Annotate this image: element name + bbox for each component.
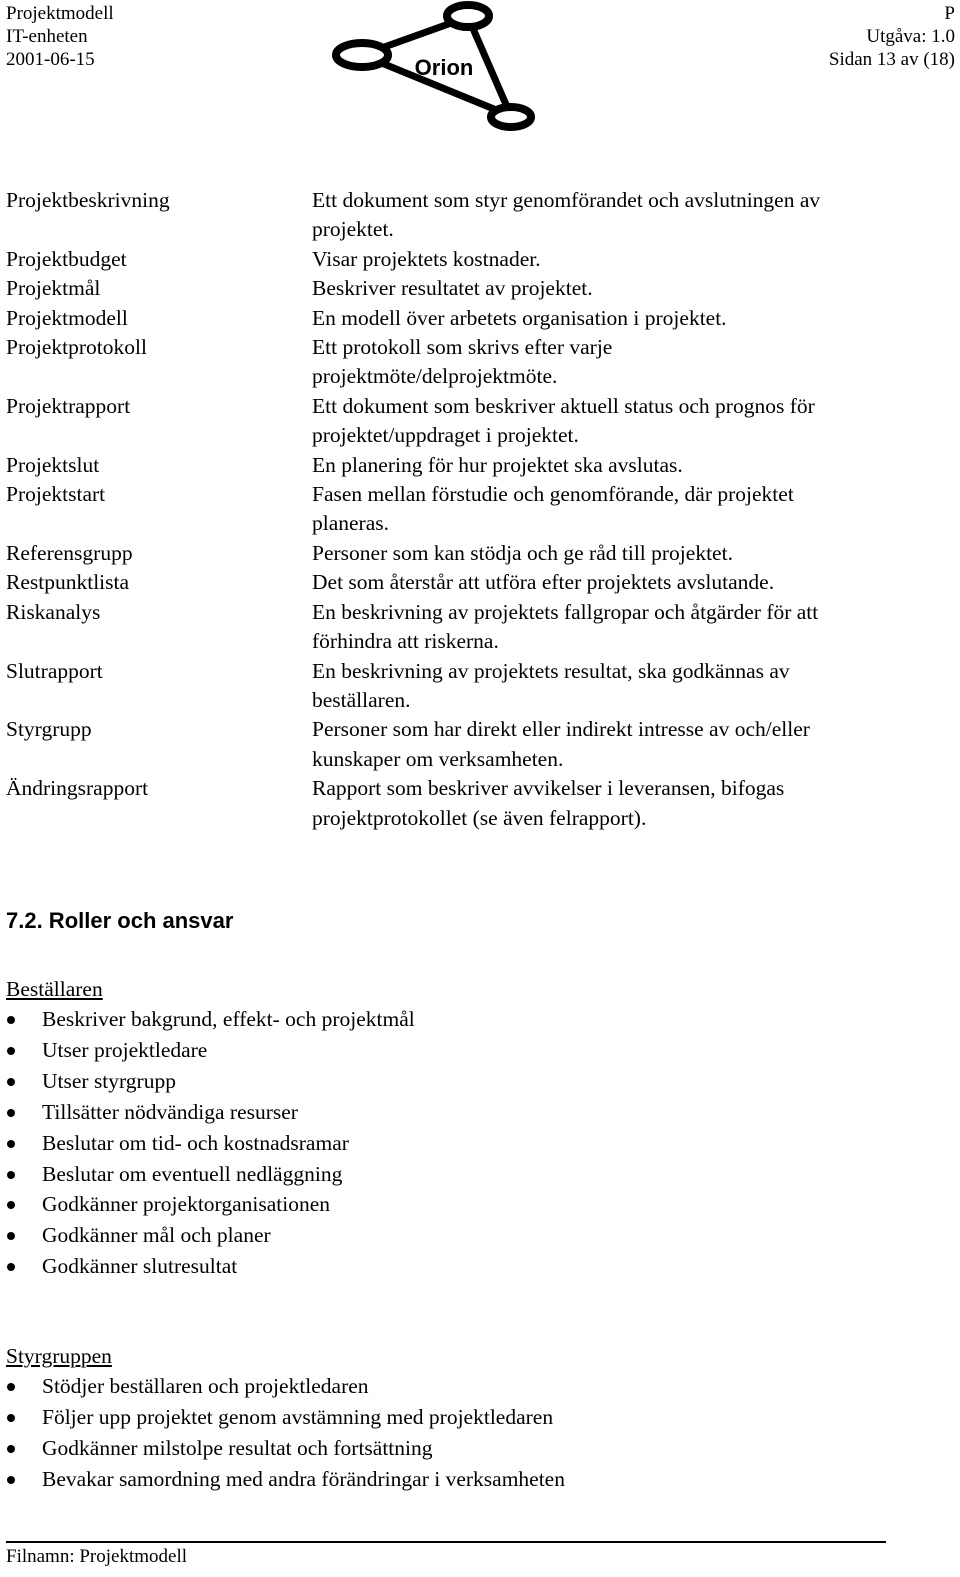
role-styrgruppen [6,1341,906,1495]
glossary-definition [312,657,872,716]
glossary-term: Projektbudget [6,246,127,271]
definition-line: planeras. [312,511,390,536]
definition-line: projektet/uppdraget i projektet. [312,423,579,448]
bullet-icon [7,1414,15,1422]
header-document-name: Projektmodell [6,3,114,24]
list-item [6,1128,906,1159]
header-right [829,2,955,71]
glossary-row [6,186,946,245]
glossary-row [6,245,946,274]
header-page-number: Sidan 13 av (18) [828,49,955,70]
glossary-list [6,186,946,833]
list-item [6,1402,906,1433]
glossary-row [6,598,946,657]
glossary-term: Projektmodell [6,305,128,330]
glossary-row [6,480,946,539]
list-item-text: Bevakar samordning med andra förändringar i verksamheten [42,1466,565,1491]
header-version: Utgåva: 1.0 [866,26,955,47]
glossary-row [6,304,946,333]
list-item [6,1464,906,1495]
definition-line: förhindra att riskerna. [312,629,499,654]
header-left [6,2,114,71]
list-item [6,1433,906,1464]
definition-line: Ett protokoll som skrivs efter varje [312,335,613,360]
glossary-term: Referensgrupp [6,540,133,565]
definition-line: Fasen mellan förstudie och genomförande, där projektet [312,482,794,507]
bullet-icon [7,1016,15,1024]
list-item-text: Utser projektledare [42,1037,208,1062]
glossary-row [6,774,946,833]
definition-line: Beskriver resultatet av projektet. [312,276,593,301]
definition-line: projektprotokollet (se även felrapport). [312,805,647,830]
footer-filename: Filnamn: Projektmodell [6,1546,188,1567]
definition-line: Ett dokument som styr genomförandet och avslutningen av [312,188,821,212]
glossary-definition [312,568,872,597]
definition-line: Personer som kan stödja och ge råd till projektet. [312,540,733,565]
section-heading: 7.2. Roller och ansvar [6,908,234,933]
responsibility-list [6,1004,906,1282]
header-marker: P [944,3,955,24]
glossary-row [6,451,946,480]
list-item [6,1371,906,1402]
list-item [6,1251,906,1282]
definition-line: Ett dokument som beskriver aktuell status och prognos för [312,393,815,418]
orion-logo [318,0,550,140]
glossary-term: Projektrapport [6,393,131,418]
definition-line: Det som återstår att utföra efter projektets avslutande. [312,570,775,595]
responsibility-list [6,1371,906,1495]
bullet-icon [7,1047,15,1055]
glossary-row [6,539,946,568]
list-item-text: Beskriver bakgrund, effekt- och projektmål [42,1007,415,1031]
glossary-term: Projektstart [6,482,106,507]
glossary-definition [312,245,872,274]
definition-line: Rapport som beskriver avvikelser i leveransen, bifogas [312,776,785,801]
footer-divider [6,1541,886,1543]
bullet-icon [7,1263,15,1271]
glossary-term: Riskanalys [6,599,101,624]
list-item-text: Tillsätter nödvändiga resurser [42,1099,298,1124]
list-item-text: Utser styrgrupp [42,1068,176,1093]
list-item [6,1159,906,1190]
list-item-text: Godkänner milstolpe resultat och fortsättning [42,1435,433,1460]
definition-line: projektmöte/delprojektmöte. [312,364,558,389]
definition-line: Personer som har direkt eller indirekt intresse av och/eller [312,717,810,742]
glossary-definition [312,598,872,657]
glossary-definition [312,451,872,480]
glossary-term: Projektprotokoll [6,335,147,360]
glossary-row [6,392,946,451]
list-item-text: Stödjer beställaren och projektledaren [42,1374,369,1398]
list-item-text: Följer upp projektet genom avstämning med projektledaren [42,1404,554,1429]
list-item-text: Godkänner mål och planer [42,1223,271,1248]
glossary-row [6,715,946,774]
glossary-term: Slutrapport [6,658,103,683]
list-item-text: Beslutar om eventuell nedläggning [42,1161,343,1186]
definition-line: En planering för hur projektet ska avslutas. [312,452,683,477]
header-department: IT-enheten [6,26,88,47]
definition-line: beställaren. [312,687,411,712]
definition-line: En beskrivning av projektets fallgropar och åtgärder för att [312,599,819,624]
glossary-definition [312,774,872,833]
bullet-icon [7,1171,15,1179]
glossary-term: Projektmål [6,276,101,301]
glossary-definition [312,539,872,568]
glossary-term: Projektslut [6,452,100,477]
bullet-icon [7,1232,15,1240]
glossary-definition [312,392,872,451]
definition-line: projektet. [312,217,394,242]
bullet-icon [7,1109,15,1117]
bullet-icon [7,1078,15,1086]
glossary-definition [312,715,872,774]
role-heading: Beställaren [6,977,103,1001]
list-item [6,1066,906,1097]
glossary-definition [312,333,872,392]
role-heading: Styrgruppen [6,1344,112,1368]
glossary-definition [312,186,872,245]
bullet-icon [7,1476,15,1484]
glossary-definition [312,274,872,303]
bullet-icon [7,1140,15,1148]
bullet-icon [7,1201,15,1209]
list-item [6,1220,906,1251]
glossary-definition [312,304,872,333]
list-item [6,1189,906,1220]
list-item-text: Godkänner projektorganisationen [42,1192,330,1217]
list-item-text: Beslutar om tid- och kostnadsramar [42,1130,349,1155]
glossary-definition [312,480,872,539]
glossary-row [6,657,946,716]
bullet-icon [7,1383,15,1391]
glossary-term: Styrgrupp [6,717,92,742]
definition-line: En modell över arbetets organisation i projektet. [312,305,727,330]
logo-wordmark: Orion [414,55,474,80]
list-item [6,1097,906,1128]
glossary-term: Ändringsrapport [6,776,149,801]
glossary-row [6,274,946,303]
bullet-icon [7,1445,15,1453]
list-item [6,1035,906,1066]
glossary-row [6,568,946,597]
list-item-text: Godkänner slutresultat [42,1254,238,1279]
glossary-row [6,333,946,392]
definition-line: kunskaper om verksamheten. [312,746,564,771]
glossary-term: Restpunktlista [6,570,130,595]
role-bestallaren [6,974,906,1282]
definition-line: En beskrivning av projektets resultat, ska godkännas av [312,658,790,683]
header-date: 2001-06-15 [6,49,95,70]
definition-line: Visar projektets kostnader. [312,246,541,271]
glossary-term: Projektbeskrivning [6,188,170,212]
list-item [6,1004,906,1035]
